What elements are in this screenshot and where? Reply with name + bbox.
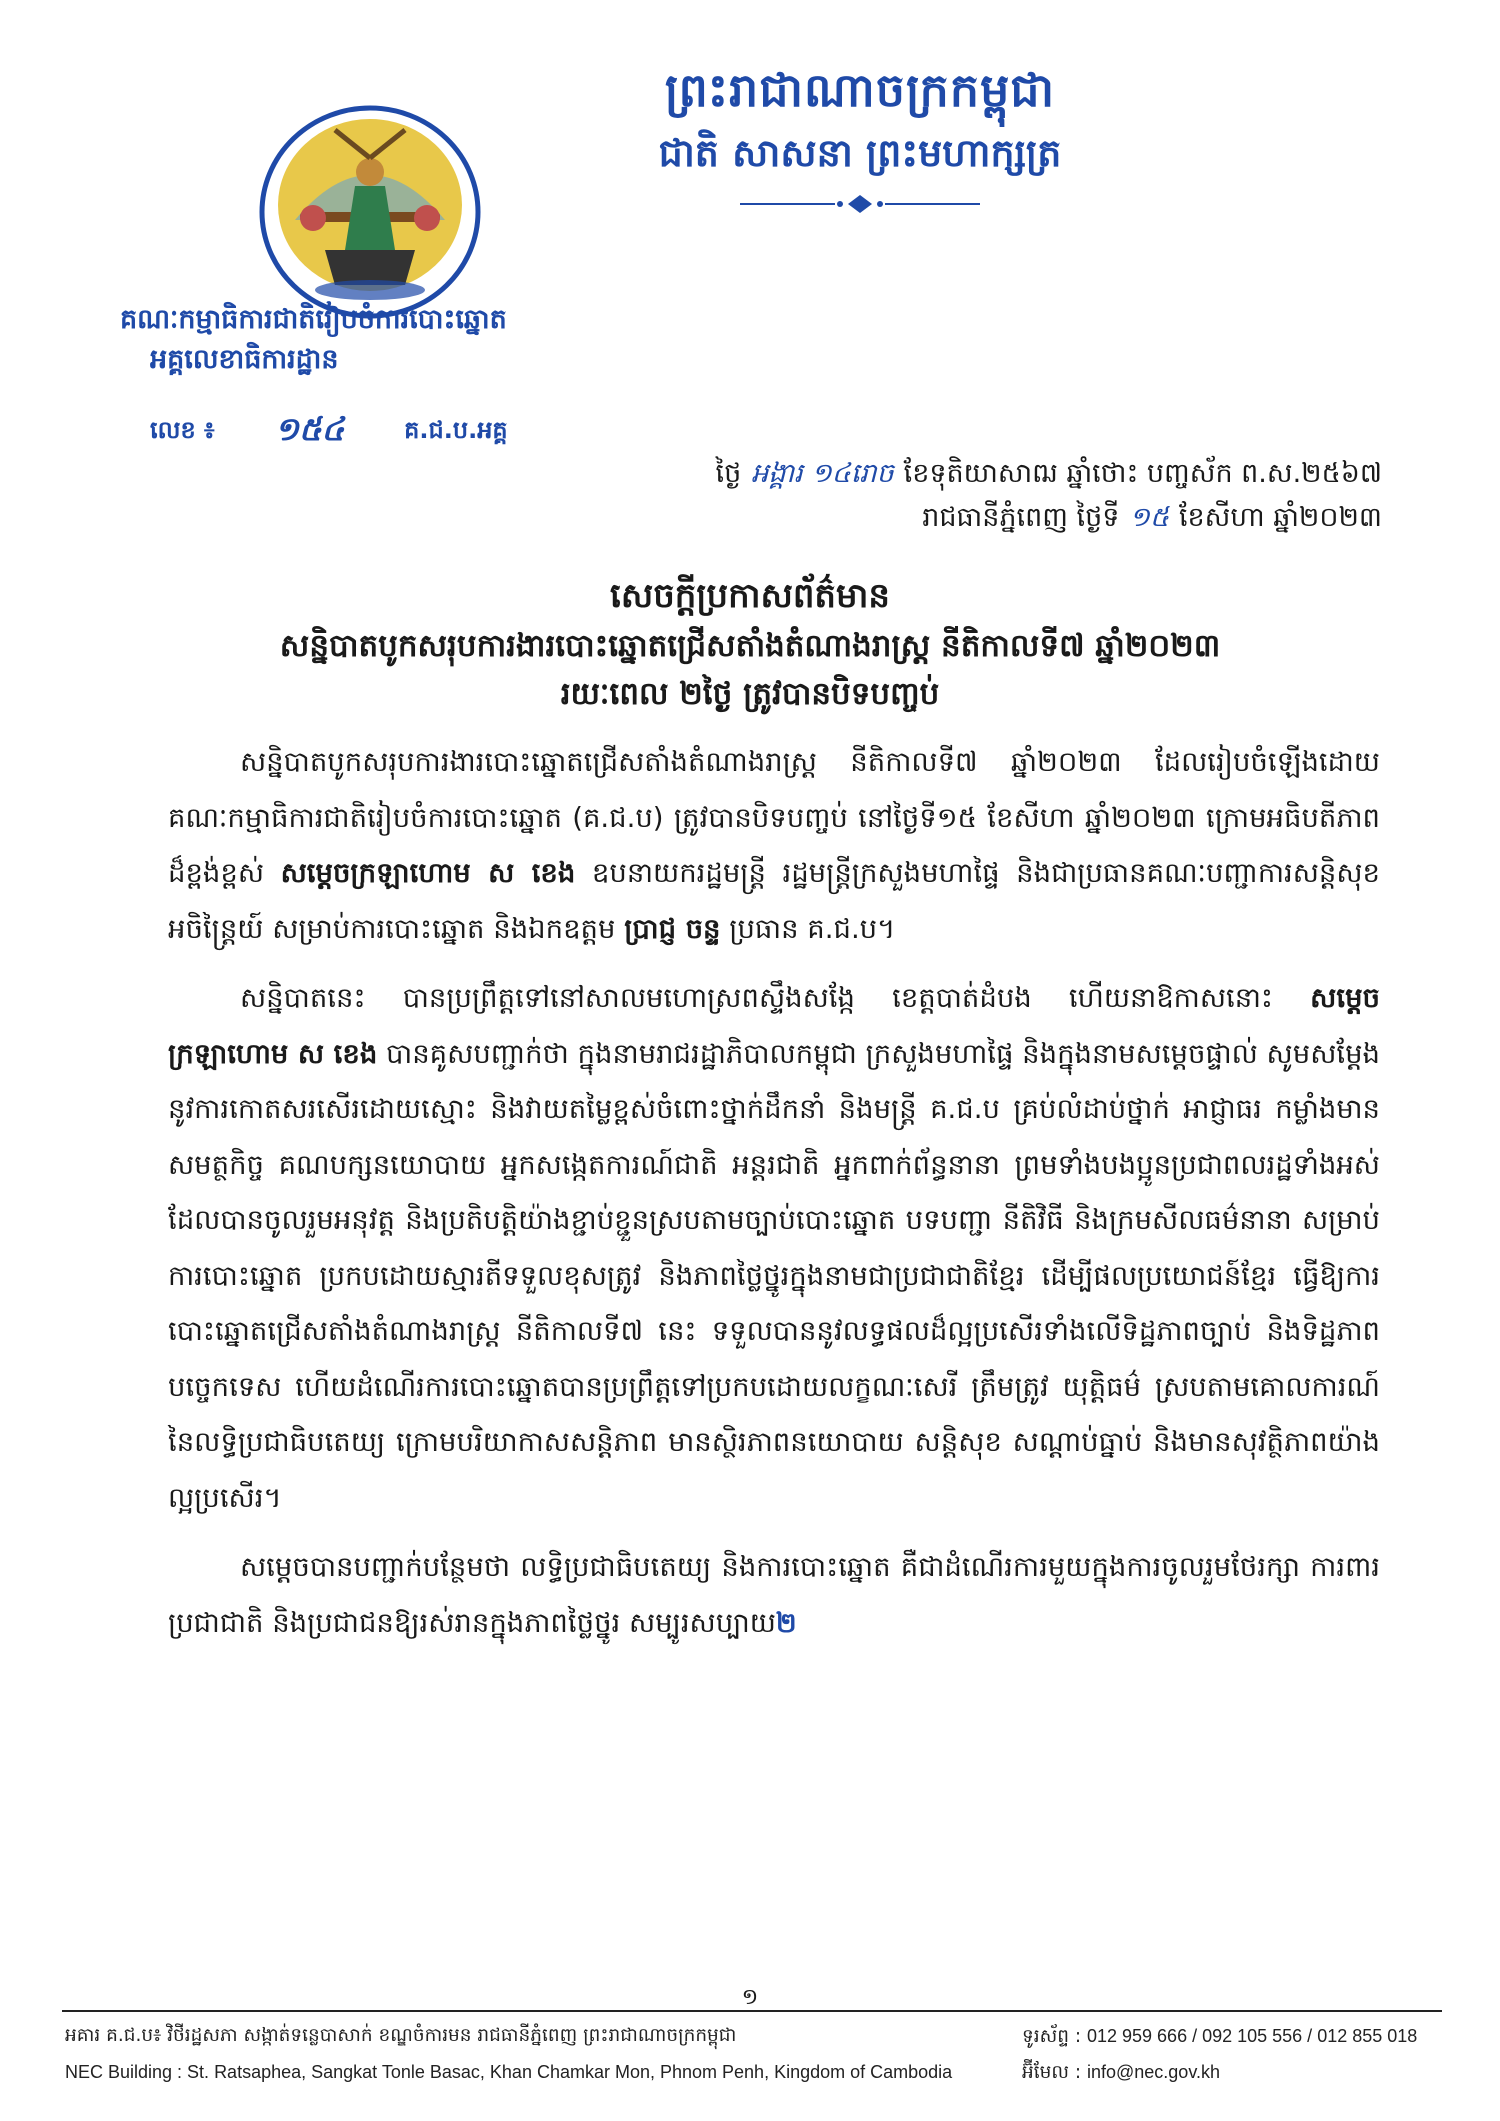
ref-label: លេខ ៖ [150, 415, 215, 444]
footer-divider [62, 2010, 1442, 2012]
p1-text-c: ប្រធាន គ.ជ.ប។ [720, 912, 896, 945]
ref-number: ១៥៤ [274, 409, 345, 448]
paragraph-3 [168, 1540, 1380, 1651]
p1-bold-name-2: ប្រាជ្ញ ចន្ទ [624, 912, 721, 945]
footer-address-km: អគារ គ.ជ.ប៖ វិថីរដ្ឋសភា សង្កាត់ទន្លេបាសាក់ ខណ្ឌចំការមន រាជធានីភ្នំពេញ ព្រះរាជាណាចក្រកម្ពុជា [65, 2025, 737, 2046]
p1-text-a: សន្និបាតបូកសរុបការងារបោះឆ្នោតជ្រើសតាំងតំណាងរាស្ត្រ នីតិកាលទី៧ ឆ្នាំ២០២៣ ដែលរៀបចំឡើងដោយគណៈកម្មាធិការជាតិរៀបចំការបោះឆ្នោត (គ.ជ.ប) ត្រូវបានបិទបញ្ចប់ នៅថ្ងៃទី១៥ ខែសីហា ឆ្នាំ២០២៣ ក្រោមអធិបតីភាពដ៏ខ្ពង់ខ្ពស់ [168, 746, 1380, 889]
kingdom-title: ព្រះរាជាណាចក្រកម្ពុជា [664, 63, 1056, 117]
next-page-marker: ២ [775, 1606, 797, 1639]
p2-text-b: បានគូសបញ្ជាក់ថា ក្នុងនាមរាជរដ្ឋាភិបាលកម្ពុជា ក្រសួងមហាផ្ទៃ និងក្នុងនាមសម្តេចផ្ទាល់ សូមសម្តែងនូវការកោតសរសើរដោយស្មោះ និងវាយតម្លៃខ្ពស់ចំពោះថ្នាក់ដឹកនាំ និងមន្ត្រី គ.ជ.ប គ្រប់លំដាប់ថ្នាក់ អាជ្ញាធរ កម្លាំងមានសមត្ថកិច្ច គណបក្សនយោបាយ អ្នកសង្កេតការណ៍ជាតិ អន្តរជាតិ អ្នកពាក់ព័ន្ធនានា ព្រមទាំងបងប្អូនប្រជាពលរដ្ឋទាំងអស់ ដែលបានចូលរួមអនុវត្ត និងប្រតិបត្តិយ៉ាងខ្ជាប់ខ្ជួនស្របតាមច្បាប់បោះឆ្នោត បទបញ្ជា នីតិវិធី និងក្រមសីលធម៌នានា សម្រាប់ការបោះឆ្នោត ប្រកបដោយស្មារតីទទួលខុសត្រូវ និងភាពថ្លៃថ្នូរក្នុងនាមជាប្រជាជាតិខ្មែរ ដើម្បីផលប្រយោជន៍ខ្មែរ ធ្វើឱ្យការបោះឆ្នោតជ្រើសតាំងតំណាងរាស្ត្រ នីតិកាលទី៧ នេះ ទទួលបាននូវលទ្ធផលដ៏ល្អប្រសើរទាំងលើទិដ្ឋភាពច្បាប់ និងទិដ្ឋភាពបច្ចេកទេស ហើយដំណើរការបោះឆ្នោតបានប្រព្រឹត្តទៅប្រកបដោយលក្ខណៈសេរី ត្រឹមត្រូវ យុត្តិធម៌ ស្របតាមគោលការណ៍នៃលទ្ធិប្រជាធិបតេយ្យ ក្រោមបរិយាកាសសន្តិភាព មានស្ថិរភាពនយោបាយ សន្តិសុខ សណ្តាប់ធ្នាប់ និងមានសុវត្ថិភាពយ៉ាងល្អប្រសើរ។ [168, 1037, 1381, 1514]
org-office: អគ្គលេខាធិការដ្ឋាន [150, 344, 339, 375]
phone-label: ទូរស័ព្ទ : [1022, 2026, 1082, 2047]
footer-phone [1022, 2020, 1417, 2053]
p3-text-a: សម្តេចបានបញ្ជាក់បន្ថែមថា លទ្ធិប្រជាធិបតេយ្យ និងការបោះឆ្នោត គឺជាដំណើរការមួយក្នុងការចូលរួមថែរក្សា ការពារប្រជាជាតិ និងប្រជាជនឱ្យរស់រានក្នុងភាពថ្លៃថ្នូរ សម្បូរសប្បាយ [168, 1551, 1380, 1639]
reference-number-row [150, 409, 508, 452]
ref-suffix: គ.ជ.ប.អគ្គ [404, 415, 508, 444]
national-motto: ជាតិ សាសនា ព្រះមហាក្សត្រ [658, 130, 1062, 175]
phone-number: 012 959 666 / 092 105 556 / 012 855 018 [1086, 2026, 1418, 2046]
lunar-prefix: ថ្ងៃ [715, 458, 742, 489]
solar-prefix: រាជធានីភ្នំពេញ ថ្ងៃទី [922, 502, 1120, 533]
email-label: អ៊ីមែល : [1022, 2062, 1082, 2083]
org-name: គណៈកម្មាធិការជាតិរៀបចំការបោះឆ្នោត [120, 304, 507, 335]
issuing-organization [120, 300, 640, 380]
footer-email [1022, 2056, 1220, 2089]
document-title [130, 570, 1370, 718]
kingdom-heading [560, 60, 1160, 216]
lunar-handwritten: អង្គារ ១៤រោច [751, 458, 894, 489]
ornament-divider-icon [730, 192, 990, 216]
solar-date [716, 496, 1383, 540]
email-address[interactable]: info@nec.gov.kh [1086, 2062, 1220, 2082]
p1-text-b: ឧបនាយករដ្ឋមន្ត្រី រដ្ឋមន្ត្រីក្រសួងមហាផ្ទៃ និងជាប្រធានគណៈបញ្ជាការសន្តិសុខអចិន្ត្រៃយ៍ សម្រាប់ការបោះឆ្នោត និងឯកឧត្តម [168, 857, 1381, 945]
paragraph-1 [168, 735, 1380, 957]
lunar-date [716, 452, 1383, 496]
date-block [716, 452, 1383, 540]
title-line-3: រយៈពេល ២ថ្ងៃ ត្រូវបានបិទបញ្ចប់ [560, 676, 940, 712]
solar-rest: ខែសីហា ឆ្នាំ២០២៣ [1178, 502, 1382, 533]
solar-handwritten: ១៥ [1129, 502, 1169, 533]
page-number: ១ [741, 1985, 759, 2010]
footer-address-en: NEC Building : St. Ratsaphea, Sangkat Tonle Basac, Khan Chamkar Mon, Phnom Penh, Kingdom of Cambodia [65, 2062, 953, 2082]
document-body [168, 735, 1380, 1665]
nec-emblem-logo [255, 100, 485, 325]
paragraph-2 [168, 971, 1380, 1526]
p1-bold-name-1: សម្តេចក្រឡាហោម ស ខេង [280, 857, 576, 889]
p2-bold-name: សម្តេចក្រឡាហោម ស ខេង [168, 982, 1380, 1070]
p2-text-a: សន្និបាតនេះ បានប្រព្រឹត្តទៅនៅសាលមហោស្រពស្ទឹងសង្កែ ខេត្តបាត់ដំបង ហើយនាឱកាសនោះ [240, 982, 1311, 1014]
title-line-2: សន្និបាតបូកសរុបការងារបោះឆ្នោតជ្រើសតាំងតំណាងរាស្ត្រ នីតិកាលទី៧ ឆ្នាំ២០២៣ [279, 628, 1221, 664]
title-line-1: សេចក្តីប្រកាសព័ត៌មាន [610, 576, 890, 616]
lunar-rest: ខែទុតិយាសាឍ ឆ្នាំថោះ បញ្ចស័ក ព.ស.២៥៦៧ [903, 458, 1382, 489]
